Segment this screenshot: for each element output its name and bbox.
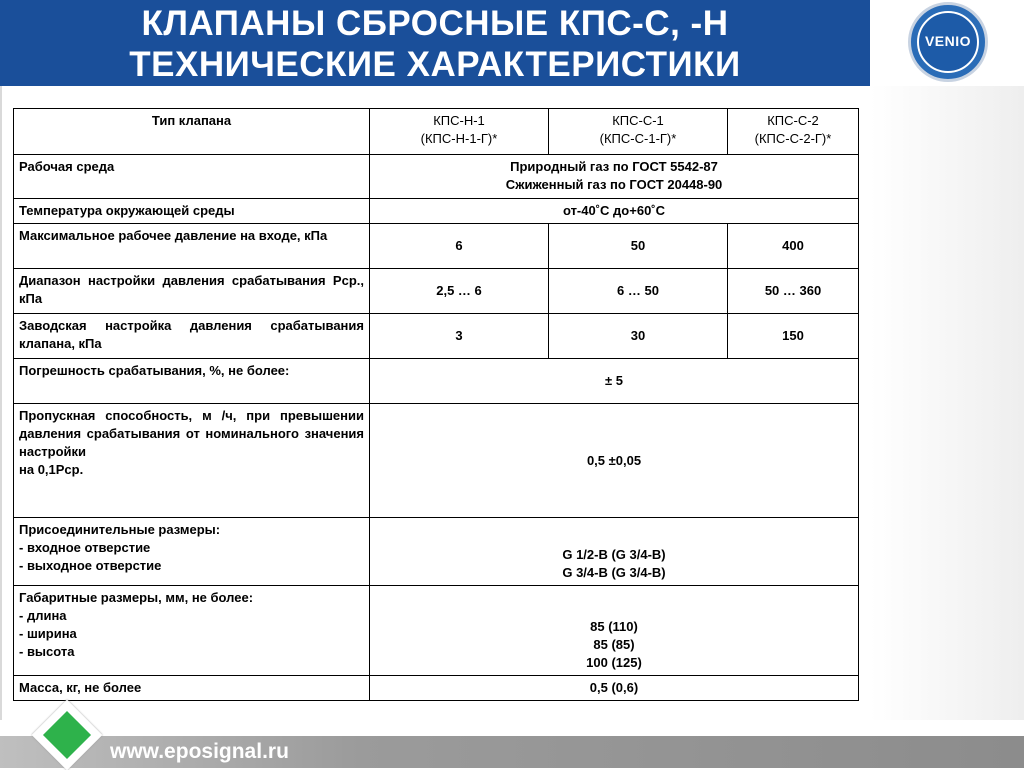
specs-table (13, 108, 859, 701)
row-value-col-3: 150 (728, 314, 859, 359)
row-label (14, 518, 370, 586)
table-row (14, 676, 859, 701)
table-row (14, 199, 859, 224)
side-gradient (870, 86, 1024, 720)
row-label-text: Присоединительные размеры: - входное отверстие - выходное отверстие (19, 522, 221, 573)
row-value: 0,5 ±0,05 (370, 404, 859, 518)
row-label: Рабочая среда (14, 155, 370, 199)
row-value-text: 85 (110) 85 (85) 100 (125) (586, 619, 642, 670)
table-row (14, 314, 859, 359)
row-value-col-2: 6 … 50 (549, 269, 728, 314)
row-value-text: G 1/2-В (G 3/4-В) G 3/4-В (G 3/4-В) (562, 547, 666, 580)
row-value (370, 155, 859, 199)
row-label-text: Габаритные размеры, мм, не более: - длина - ширина - высота (19, 590, 254, 659)
diamond-inner (43, 711, 91, 759)
row-label: Погрешность срабатывания, %, не более: (14, 359, 370, 404)
page-title-line-1: КЛАПАНЫ СБРОСНЫЕ КПС-С, -Н (141, 4, 729, 43)
header-col-3 (728, 109, 859, 155)
table-row (14, 269, 859, 314)
row-value: 0,5 (0,6) (370, 676, 859, 701)
header-label: Тип клапана (14, 109, 370, 155)
title-bar (0, 0, 870, 86)
row-label: Максимальное рабочее давление на входе, кПа (14, 224, 370, 269)
row-value (370, 586, 859, 676)
row-value-col-2: 30 (549, 314, 728, 359)
header-col-3-text: КПС-С-2 (КПС-С-2-Г)* (754, 113, 832, 146)
row-label: Диапазон настройки давления срабатывания Рср., кПа (14, 269, 370, 314)
table-header-row (14, 109, 859, 155)
logo-inner-circle (917, 11, 979, 73)
logo-text: VENIO (924, 33, 972, 49)
row-label: Масса, кг, не более (14, 676, 370, 701)
row-value-text: Природный газ по ГОСТ 5542-87 Сжиженный газ по ГОСТ 20448-90 (505, 159, 723, 192)
table-row (14, 518, 859, 586)
row-value-col-2: 50 (549, 224, 728, 269)
row-label: Температура окружающей среды (14, 199, 370, 224)
row-value-col-1: 2,5 … 6 (370, 269, 549, 314)
row-value-col-3: 50 … 360 (728, 269, 859, 314)
logo-area (870, 0, 1024, 86)
row-value (370, 518, 859, 586)
row-label (14, 586, 370, 676)
table-row (14, 404, 859, 518)
header-col-2 (549, 109, 728, 155)
row-label (14, 404, 370, 518)
row-value: ± 5 (370, 359, 859, 404)
page-title-line-2: ТЕХНИЧЕСКИЕ ХАРАКТЕРИСТИКИ (129, 45, 741, 84)
row-value-col-1: 3 (370, 314, 549, 359)
row-value: от-40˚С до+60˚С (370, 199, 859, 224)
row-label: Заводская настройка давления срабатывания клапана, кПа (14, 314, 370, 359)
table-row (14, 155, 859, 199)
row-value-col-1: 6 (370, 224, 549, 269)
left-frame-line (0, 86, 2, 720)
venio-logo (908, 2, 988, 82)
footer-url-link[interactable]: www.eposignal.ru (110, 740, 289, 763)
table-row (14, 224, 859, 269)
table-row (14, 586, 859, 676)
row-label-text: Пропускная способность, м /ч, при превышении давления срабатывания от номинального значения настройки на 0,1Рср. (19, 408, 364, 477)
header-col-1 (370, 109, 549, 155)
row-value-col-3: 400 (728, 224, 859, 269)
header-col-2-text: КПС-С-1 (КПС-С-1-Г)* (599, 113, 677, 146)
header-col-1-text: КПС-Н-1 (КПС-Н-1-Г)* (420, 113, 498, 146)
table-row (14, 359, 859, 404)
